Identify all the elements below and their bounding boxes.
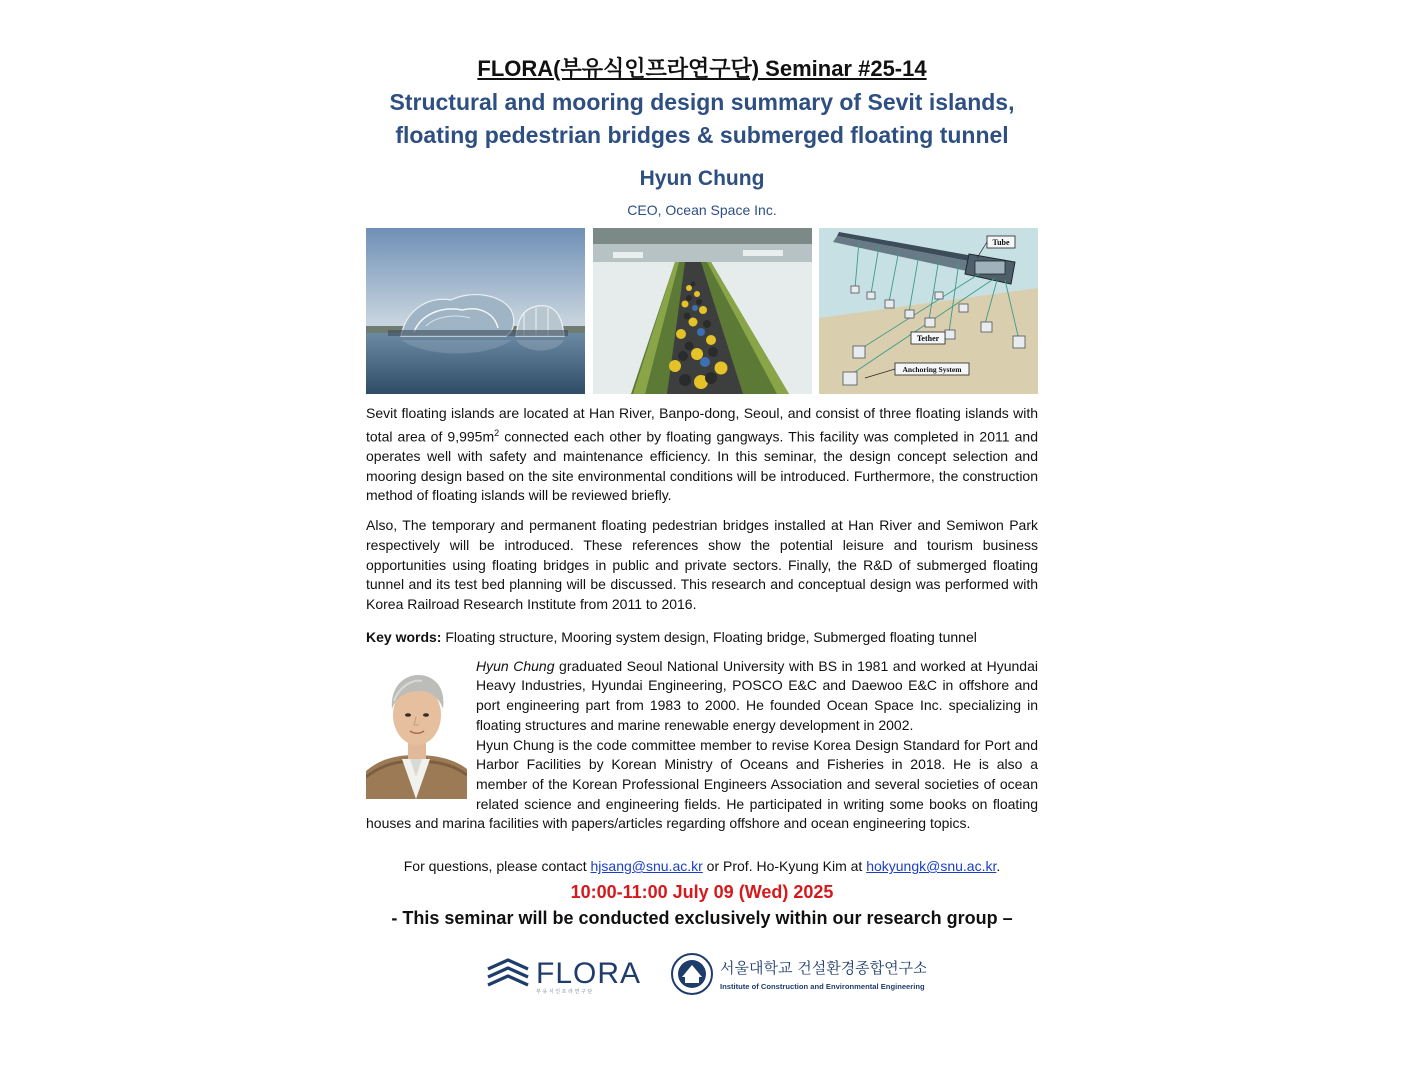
bio-name: Hyun Chung xyxy=(476,657,555,674)
floating-bridge-photo xyxy=(593,228,812,394)
submerged-tunnel-diagram xyxy=(819,228,1038,394)
snu-emblem-icon xyxy=(672,954,712,994)
speaker-affiliation: CEO, Ocean Space Inc. xyxy=(627,202,777,218)
bio-p1-text: graduated Seoul National University with BS in 1981 and worked at Hyundai Heavy Industries, Hyundai Engineering, POSCO E&C and Daewoo E&C in offshore and port engineering part from 1983 to 2000. He founded Ocean Space Inc. specializing in floating structures and marine renewable energy development in 2002. xyxy=(476,657,1038,733)
speaker-name: Hyun Chung xyxy=(639,167,765,190)
keywords-text: Floating structure, Mooring system design, Floating bridge, Submerged floating tunnel xyxy=(441,628,977,645)
seminar-title-line1: Structural and mooring design summary of Sevit islands, xyxy=(389,89,1015,115)
seminar-flyer xyxy=(366,54,1038,931)
speaker-portrait xyxy=(366,659,467,799)
seminar-notice: - This seminar will be conducted exclusively within our research group – xyxy=(391,908,1013,929)
flora-logo-icon xyxy=(488,960,528,985)
abstract-p1-text: Sevit floating islands are located at Han River, Banpo-dong, Seoul, and consist of three floating islands with total area of 9,995m xyxy=(366,405,1038,445)
snu-english-name: Institute of Construction and Environmental Engineering xyxy=(720,982,925,991)
abstract-p1-text-cont: connected each other by floating gangways. This facility was completed in 2011 and operates well with safety and maintenance efficiency. In this seminar, the design concept selection and mooring design based on the site environmental conditions will be introduced. Furthermore, the construction method of floating islands will be reviewed briefly. xyxy=(366,428,1038,504)
keywords xyxy=(366,627,1038,647)
email-link-hjsang[interactable]: hjsang@snu.ac.kr xyxy=(590,858,703,875)
tube-label: Tube xyxy=(992,238,1010,247)
speaker-bio xyxy=(366,657,1038,834)
photo-strip xyxy=(366,228,1038,394)
seminar-title-line2: floating pedestrian bridges & submerged floating tunnel xyxy=(395,122,1009,148)
contact-line xyxy=(366,856,1038,876)
contact-middle: or Prof. Ho-Kyung Kim at xyxy=(702,858,867,875)
anchoring-system-label: Anchoring System xyxy=(902,365,962,374)
logo-group xyxy=(486,953,926,997)
flora-logo-text: FLORA xyxy=(536,957,642,990)
contact-prefix: For questions, please contact xyxy=(403,858,591,875)
abstract-paragraph-1 xyxy=(366,404,1038,506)
snu-korean-name: 서울대학교 건설환경종합연구소 xyxy=(720,959,926,977)
seminar-series-heading: FLORA(부유식인프라연구단) Seminar #25-14 xyxy=(477,56,927,81)
contact-suffix: . xyxy=(996,858,1001,875)
sevit-islands-photo xyxy=(366,228,585,394)
seminar-title xyxy=(366,86,1038,152)
keywords-label: Key words: xyxy=(366,628,442,645)
tether-label: Tether xyxy=(916,334,940,343)
footer-logos xyxy=(486,953,926,997)
flora-logo-subtext: 부 유 식 인 프 라 연 구 단 xyxy=(536,989,593,995)
bio-paragraph-2: Hyun Chung is the code committee member to revise Korea Design Standard for Port and Harbor Facilities by Korean Ministry of Oceans and Fisheries in 2018. He is also a member of the Korean Professional Engineers Association and several societies of ocean related science and engineering fields. He participated in writing some books on floating houses and marina facilities with papers/articles regarding offshore and ocean engineering topics. xyxy=(366,736,1038,832)
abstract-paragraph-2: Also, The temporary and permanent floating pedestrian bridges installed at Han River and Semiwon Park respectively will be introduced. These references show the potential leisure and tourism business opportunities using floating bridges in public and private sectors. Finally, the R&D of submerged floating tunnel and its test bed planning will be discussed. This research and conceptual design was performed with Korea Railroad Research Institute from 2011 to 2016. xyxy=(366,517,1038,612)
area-superscript: 2 xyxy=(494,427,500,438)
email-link-hokyungk[interactable]: hokyungk@snu.ac.kr xyxy=(866,858,997,875)
seminar-datetime: 10:00-11:00 July 09 (Wed) 2025 xyxy=(570,882,834,903)
